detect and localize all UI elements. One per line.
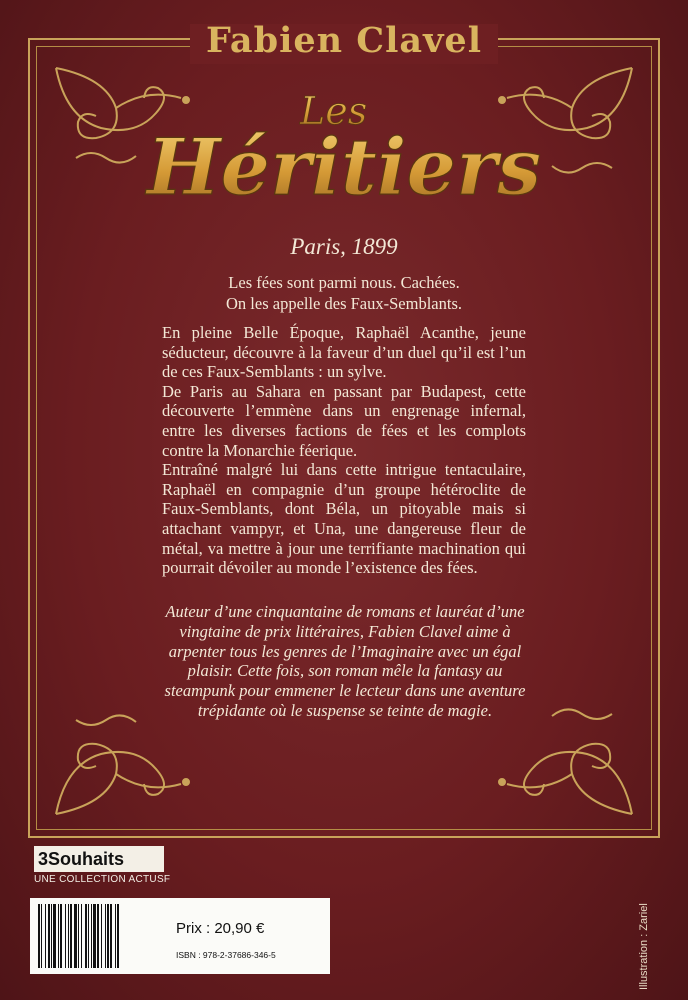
tagline-line-1: Les fées sont parmi nous. Cachées. (228, 273, 460, 292)
synopsis (162, 323, 526, 578)
publisher-collection: UNE COLLECTION ACTUSF (34, 874, 171, 885)
publisher-logo (34, 846, 184, 886)
series-title-main: Héritiers (146, 122, 542, 213)
book-subtitle: Paris, 1899 (290, 234, 398, 259)
price-label: Prix : 20,90 € (176, 920, 265, 937)
illustration-credit (636, 854, 656, 994)
author-name: Fabien Clavel (205, 20, 482, 61)
synopsis-paragraph-2: De Paris au Sahara en passant par Budapest, cette découverte l’emmène dans un engrenage infernal, entre les diverses factions de fées et les complots contre la Monarchie féerique. (162, 381, 526, 460)
illustration-credit-text: Illustration : Zariel (638, 903, 650, 990)
barcode-panel (30, 898, 330, 974)
isbn-label: ISBN : 978-2-37686-346-5 (176, 950, 276, 960)
synopsis-paragraph-3: Entraîné malgré lui dans cette intrigue tentaculaire, Raphaël en compagnie d’un groupe hétéroclite de Faux-Semblants, dont Béla, un pitoyable mais si attachant vampyr, et Una, une dangereuse fleur de métal, va mettre à jour une terrifiante machination qui pourrait dévoiler au monde l’existence des fées. (162, 460, 526, 578)
author-bio: Auteur d’une cinquantaine de romans et lauréat d’une vingtaine de prix littéraires, Fabien Clavel aime à arpenter tous les genres de l’Imaginaire avec un égal plaisir. Cette fois, son roman mêle la fantasy au steampunk pour emmener le lecteur dans une aventure trépidante où le suspense se teinte de magie. (164, 602, 526, 720)
synopsis-paragraph-1: En pleine Belle Époque, Raphaël Acanthe, jeune séducteur, découvre à la faveur d’un duel qu’il est l’un de ces Faux-Semblants : un sylve. (162, 323, 526, 382)
series-title-prefix: Les (300, 89, 368, 133)
barcode-icon (36, 904, 168, 968)
tagline-line-2: On les appelle des Faux-Semblants. (226, 294, 462, 313)
publisher-logo-text: 3Souhaits (34, 846, 164, 872)
series-title-logo (0, 82, 688, 232)
tagline (0, 272, 688, 314)
